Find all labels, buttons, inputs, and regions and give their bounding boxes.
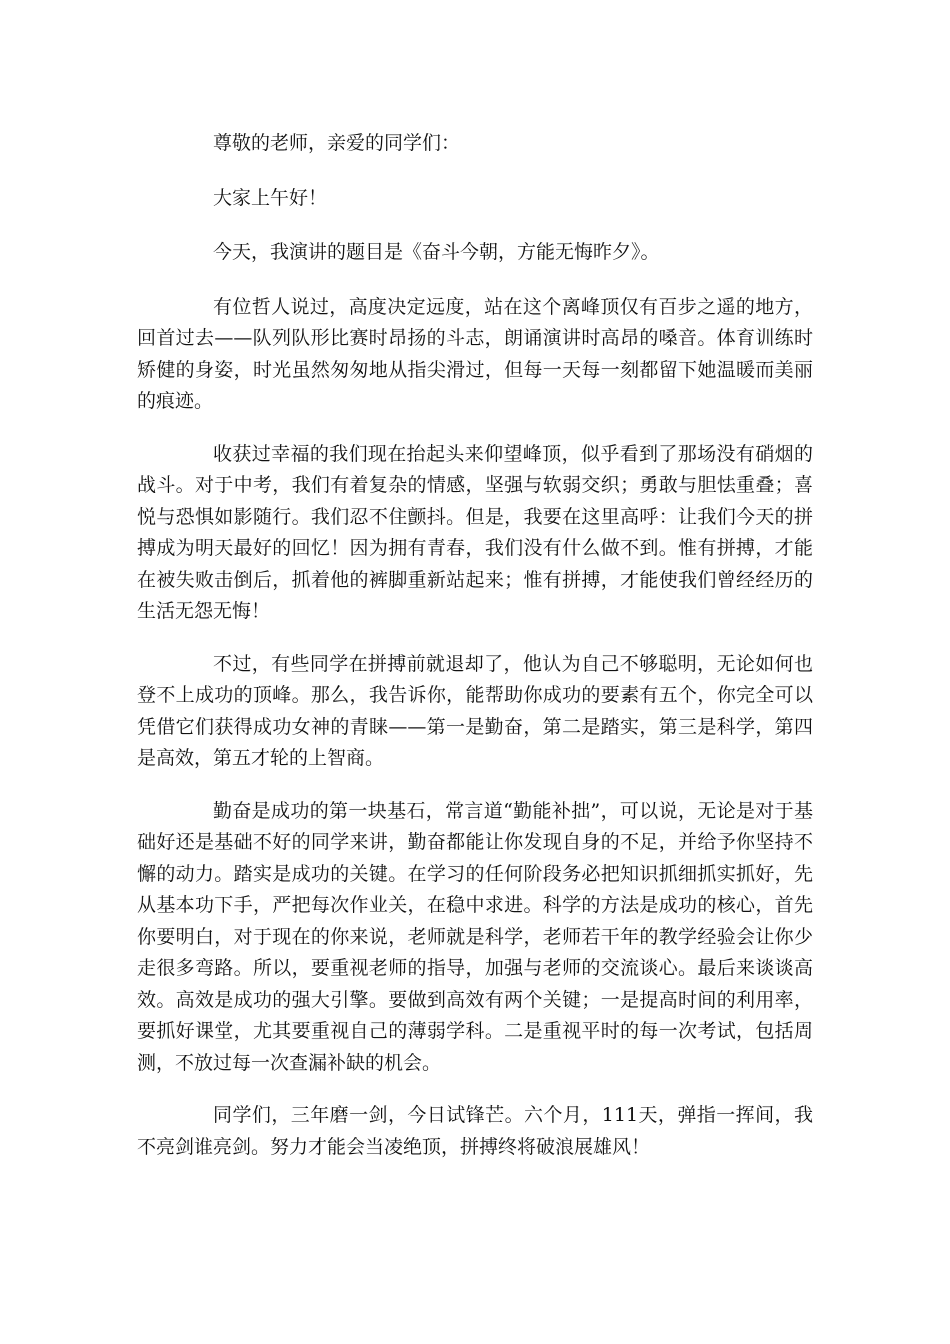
salutation: 尊敬的老师，亲爱的同学们：	[213, 132, 461, 154]
paragraph-diligence: 勤奋是成功的第一块基石，常言道“勤能补拙”，可以说，无论是对于基础好还是基础不好的同学来讲，勤奋都能让你发现自身的不足，并给予你坚持不懈的动力。踏实是成功的关键。在学习的任何阶段务必把知识抓细抓实抓好，先从基本功下手，严把每次作业关，在稳中求进。科学的方法是成功的核心，首先你要明白，对于现在的你来说，老师就是科学，老师若干年的教学经验会让你少走很多弯路。所以，要重视老师的指导，加强与老师的交流谈心。最后来谈谈高效。高效是成功的强大引擎。要做到高效有两个关键；一是提高时间的利用率，要抓好课堂，尤其要重视自己的薄弱学科。二是重视平时的每一次考试，包括周测，不放过每一次查漏补缺的机会。	[137, 799, 813, 1074]
paragraph-closing: 同学们，三年磨一剑，今日试锋芒。六个月，111天，弹指一挥间，我不亮剑谁亮剑。努力才能会当凌绝顶，拼搏终将破浪展雄风！	[137, 1104, 813, 1158]
paragraph-struggle: 收获过幸福的我们现在抬起头来仰望峰顶，似乎看到了那场没有硝烟的战斗。对于中考，我们有着复杂的情感，坚强与软弱交织；勇敢与胆怯重叠；喜悦与恐惧如影随行。我们忍不住颤抖。但是，我要在这里高呼：让我们今天的拼搏成为明天最好的回忆！因为拥有青春，我们没有什么做不到。惟有拼搏，才能在被失败击倒后，抓着他的裤脚重新站起来；惟有拼搏，才能使我们曾经经历的生活无怨无悔！	[137, 442, 813, 622]
greeting: 大家上午好！	[213, 186, 328, 209]
speech-body	[137, 128, 813, 1184]
paragraph-reflection: 有位哲人说过，高度决定远度，站在这个离峰顶仅有百步之遥的地方，回首过去——队列队形比赛时昂扬的斗志，朗诵演讲时高昂的嗓音。体育训练时矫健的身姿，时光虽然匆匆地从指尖滑过，但每一天每一刻都留下她温暖而美丽的痕迹。	[137, 295, 813, 412]
speech-title-intro: 今天，我演讲的题目是《奋斗今朝，方能无悔昨夕》。	[213, 241, 660, 263]
paragraph-five-factors: 不过，有些同学在拼搏前就退却了，他认为自己不够聪明，无论如何也登不上成功的顶峰。那么，我告诉你，能帮助你成功的要素有五个，你完全可以凭借它们获得成功女神的青睐——第一是勤奋，第二是踏实，第三是科学，第四是高效，第五才轮的上智商。	[137, 652, 813, 769]
